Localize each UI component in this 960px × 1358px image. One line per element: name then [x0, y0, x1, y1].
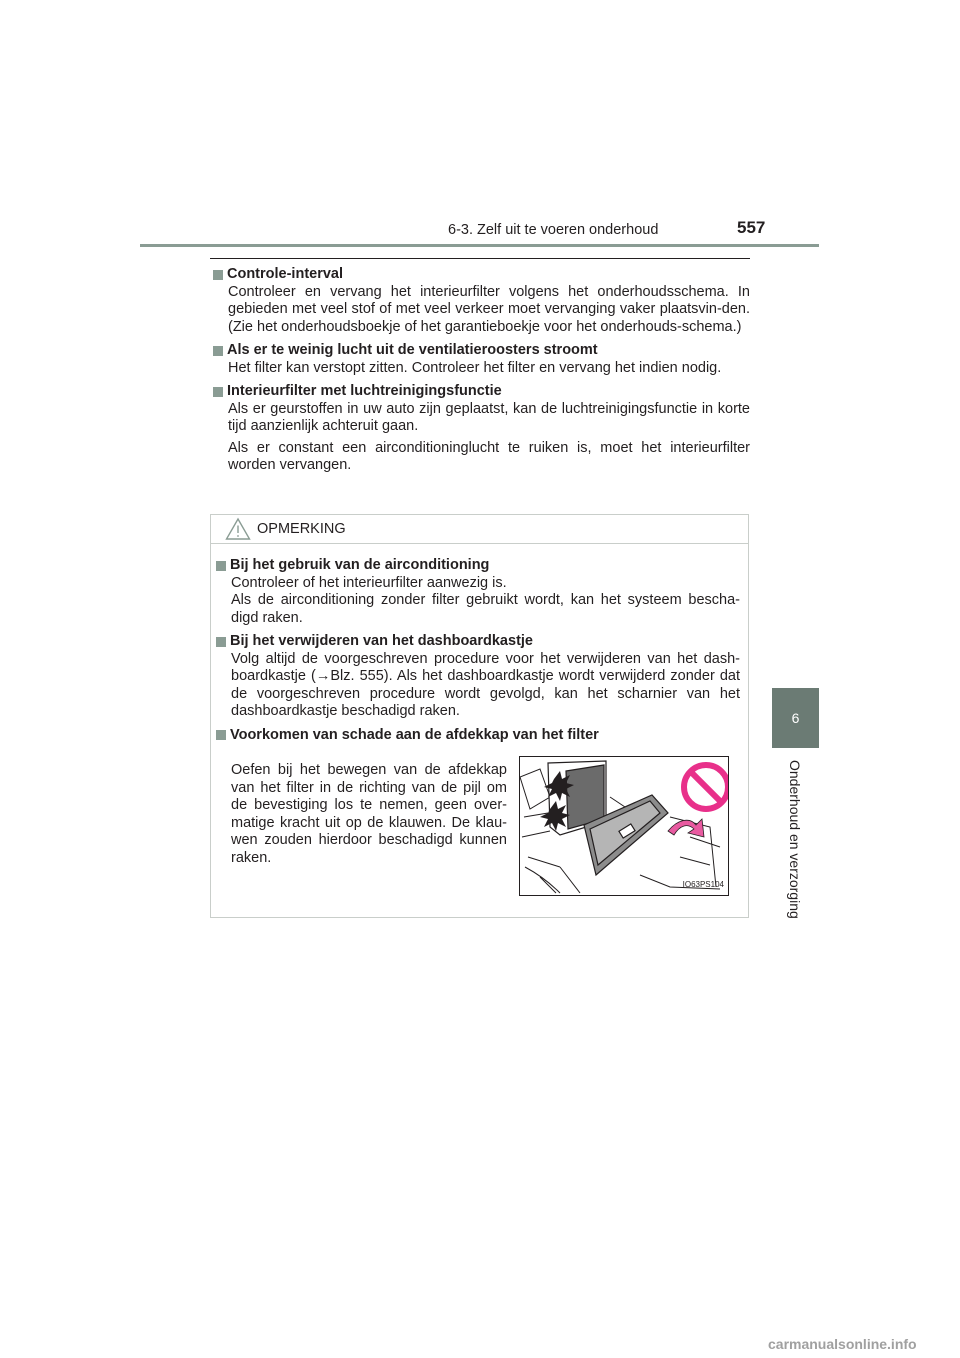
section-weinig-lucht [212, 342, 750, 377]
bullet-square-icon [213, 270, 223, 280]
main-content [212, 266, 750, 481]
filter-cover-illustration [519, 756, 729, 896]
notice-paragraph: Als de airconditioning zonder filter gebruikt wordt, kan het systeem bescha-digd raken. [231, 592, 740, 626]
chapter-side-label [783, 760, 805, 960]
notice-heading: OPMERKING [257, 521, 346, 537]
content-rule [210, 258, 750, 259]
notice-box [210, 514, 749, 918]
notice-item-title: Voorkomen van schade aan de afdekkap van het filter [230, 726, 599, 743]
notice-paragraph: Volg altijd de voorgeschreven procedure voor het verwijderen van het dash-boardkastje (→Blz. 555). Als het dashboardkastje wordt verwijderd zonder dat de voorgeschreven procedure wordt gevolgd, kan het scharnier van het dashboardkastje beschadigd raken. [231, 650, 740, 719]
section-title: Als er te weinig lucht uit de ventilatieroosters stroomt [227, 342, 598, 358]
section-paragraph: Het filter kan verstopt zitten. Controleer het filter en vervang het indien nodig. [228, 359, 722, 376]
notice-header [211, 515, 748, 544]
section-paragraph: Controleer en vervang het interieurfilter volgens het onderhoudsschema. In gebieden met veel stof of met veel verkeer moet vervanging vaker plaatsvin-den. (Zie het onderhoudsboekje of het garantieboekje voor het onderhouds-schema.) [228, 283, 750, 335]
watermark: carmanualsonline.info [768, 1336, 917, 1352]
notice-item-title: Bij het gebruik van de airconditioning [230, 557, 490, 573]
notice-item [215, 727, 748, 897]
bullet-square-icon [213, 346, 223, 356]
notice-item-title: Bij het verwijderen van het dashboardkastje [230, 633, 533, 649]
bullet-square-icon [216, 637, 226, 647]
page-number: 557 [737, 218, 766, 237]
filter-cover-drawing [520, 757, 728, 895]
bullet-square-icon [216, 730, 226, 740]
section-title: Interieurfilter met luchtreinigingsfunctie [227, 383, 502, 399]
chapter-number: 6 [791, 710, 800, 726]
notice-item [215, 557, 748, 627]
section-luchtreiniging [212, 383, 750, 475]
chapter-title: Onderhoud en verzorging [787, 760, 803, 919]
section-controle-interval [212, 266, 750, 336]
warning-triangle-icon [225, 517, 251, 541]
chapter-tab[interactable] [772, 688, 819, 748]
figure-description: Oefen bij het bewegen van de afdekkap van het filter in de richting van de pijl om de bevestiging los te nemen, geen over-matige kracht uit op de klauwen. De klau-wen zouden hierdoor beschadigd kunnen raken. [231, 762, 507, 866]
section-paragraph: Als er geurstoffen in uw auto zijn geplaatst, kan de luchtreinigingsfunctie in korte tijd aanzienlijk achteruit gaan. [228, 400, 750, 434]
figure-code: IO63PS104 [682, 879, 724, 889]
header-rule [140, 244, 819, 247]
notice-body [211, 544, 748, 896]
bullet-square-icon [216, 561, 226, 571]
notice-item [215, 633, 748, 721]
bullet-square-icon [213, 387, 223, 397]
section-paragraph: Als er constant een airconditioninglucht te ruiken is, moet het interieurfilter worden vervangen. [228, 439, 750, 473]
section-title: Controle-interval [227, 266, 344, 282]
section-header: 6-3. Zelf uit te voeren onderhoud [448, 222, 659, 238]
notice-paragraph: Controleer of het interieurfilter aanwezig is. [231, 574, 507, 591]
